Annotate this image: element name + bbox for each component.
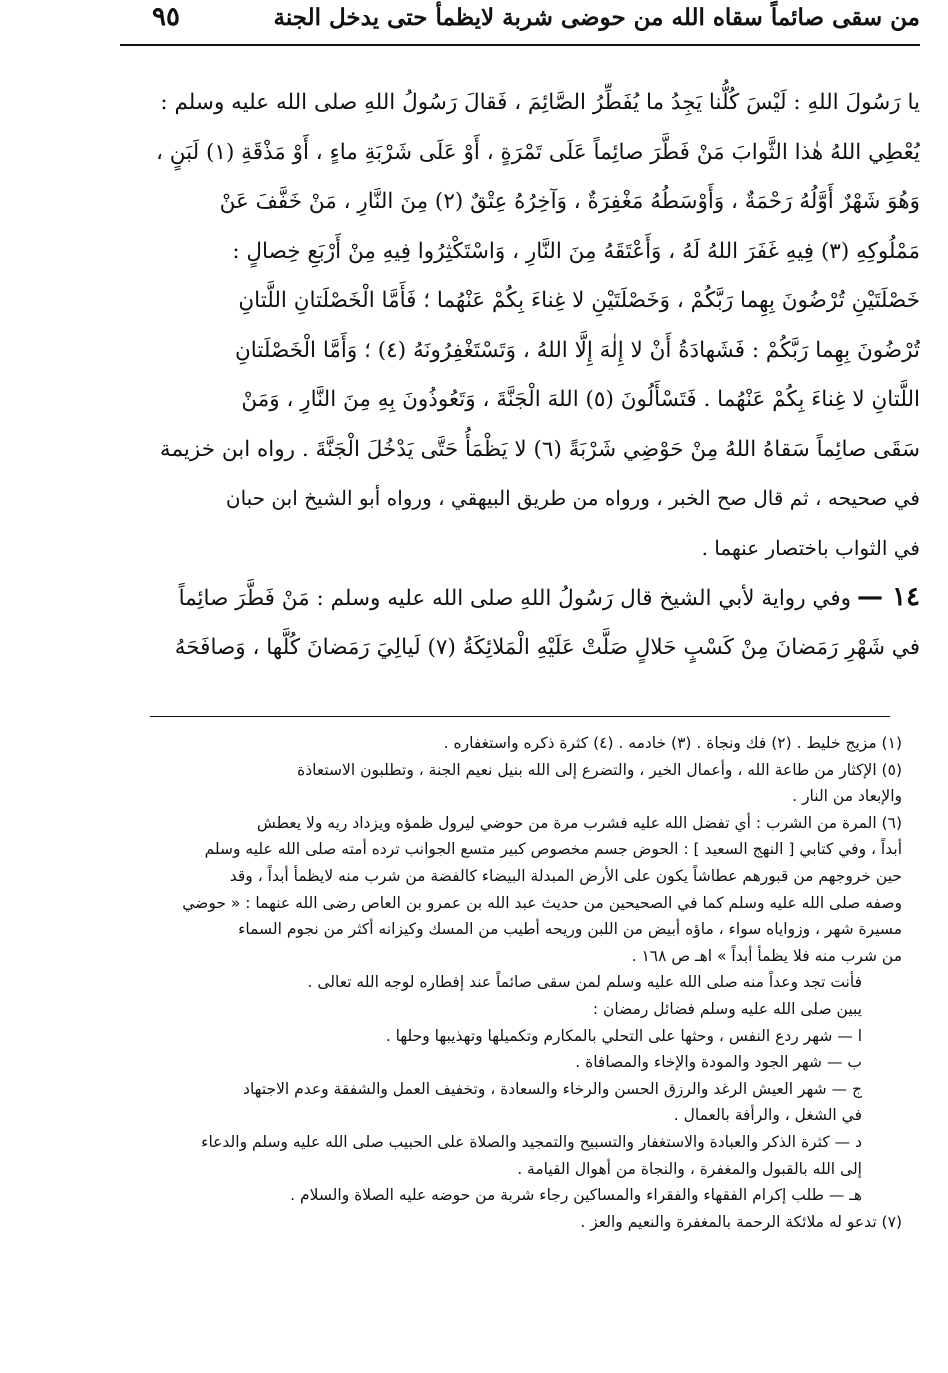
footnote-line: من شرب منه فلا يظمأ أبداً » اهـ ص ١٦٨ . [631,946,902,965]
footnote-line: أبداً ، وفي كتابي [ النهج السعيد ] : الحوض جسم مخصوص كبير متسع الجوانب ترده أمته صلى الله عليه وسلم [204,840,902,859]
footnote-line: (٥) الإكثار من طاعة الله ، وأعمال الخير ، والتضرع إلى الله بنيل نعيم الجنة ، وتطلبون الاستعاذة [297,760,902,779]
footnote-line: ب — شهر الجود والمودة والإخاء والمصافاة . [575,1053,862,1072]
text-line: تُرْضُونَ بِهِما رَبَّكُمْ : فَشَهادَةُ أَنْ لا إِلٰهَ إِلَّا اللهُ ، وَتَسْتَغْفِرُونَهُ (٤) ؛ وَأَمَّا الْخَصْلَتانِ [235,337,920,363]
footnote-divider [150,716,890,717]
hadith-14-line [110,573,920,623]
text-line: في الثواب باختصار عنهما . [701,535,920,560]
footnote-line: هـ — طلب إكرام الفقهاء والفقراء والمساكين رجاء شربة من حوضه عليه الصلاة والسلام . [290,1186,862,1205]
text-line: اللَّتانِ لا غِناءَ بِكُمْ عَنْهُما . فَتَسْأَلُونَ (٥) اللهَ الْجَنَّةَ ، وَتَعُوذُونَ بِهِ مِنَ النَّارِ ، وَمَنْ [241,387,920,412]
footnote-line: (٧) تدعو له ملائكة الرحمة بالمغفرة والنعيم والعز . [580,1212,902,1231]
text-line: في شَهْرِ رَمَضانَ مِنْ كَسْبٍ حَلالٍ صَلَّتْ عَلَيْهِ الْمَلائِكَةُ (٧) لَيالِيَ رَمَضانَ كُلَّها ، وَصافَحَهُ [174,634,920,660]
hadith-text [110,78,920,672]
text-line: سَقَى صائِماً سَقاهُ اللهُ مِنْ حَوْضِي شَرْبَةً (٦) لا يَظْمَأُ حَتَّى يَدْخُلَ الْجَنَّةَ . رواه ابن خزيمة [159,436,920,462]
footnote-line: وصفه صلى الله عليه وسلم كما في الصحيحين من حديث عبد الله بن عمرو بن العاص رضى الله عنهما : « حوضي [182,893,902,912]
footnote-line: يبين صلى الله عليه وسلم فضائل رمضان : [592,999,862,1018]
footnote-line: فأنت تجد وعداً منه صلى الله عليه وسلم لمن سقى صائماً عند إفطاره لوجه الله تعالى . [307,973,862,992]
footnotes [110,730,902,1235]
text-line-content: وفي رواية لأبي الشيخ قال رَسُولُ اللهِ صلى الله عليه وسلم : مَنْ فَطَّرَ صائِماً [178,586,851,611]
footnote-line: والإبعاد من النار . [792,787,902,806]
footnote-line: في الشغل ، والرأفة بالعمال . [673,1106,862,1125]
footnote-line: مسيرة شهر ، وزواياه سواء ، ماؤه أبيض من اللبن وريحه أطيب من المسك وكيزانه أكثر من نجوم السماء [238,920,902,939]
text-line: يا رَسُولَ اللهِ : لَيْسَ كُلُّنا يَجِدُ ما يُفَطِّرُ الصَّائِمَ ، فَقالَ رَسُولُ اللهِ صلى الله عليه وسلم : [160,90,920,115]
footnote-line: إلى الله بالقبول والمغفرة ، والنجاة من أهوال القيامة . [517,1159,862,1178]
footnote-line: (٦) المرة من الشرب : أي تفضل الله عليه فشرب مرة من حوضي ليرول ظمؤه ويزداد ريه ولا يعطش [256,813,902,832]
page-number: ٩٥ [152,2,180,32]
text-line: مَمْلُوكِهِ (٣) فِيهِ غَفَرَ اللهُ لَهُ ، وَأَعْتَقَهُ مِنَ النَّارِ ، وَاسْتَكْثِرُوا فِيهِ مِنْ أَرْبَعِ خِصالٍ : [232,238,920,264]
text-line: يُعْطِي اللهُ هٰذا الثَّوابَ مَنْ فَطَّرَ صائِماً عَلَى تَمْرَةٍ ، أَوْ عَلَى شَرْبَةِ ماءٍ ، أَوْ مَذْقَةِ (١) لَبَنٍ ، [155,139,920,165]
text-line: وَهُوَ شَهْرٌ أَوَّلُهُ رَحْمَةٌ ، وَأَوْسَطُهُ مَغْفِرَةٌ ، وَآخِرُهُ عِتْقٌ (٢) مِنَ النَّارِ ، مَنْ خَفَّفَ عَنْ [219,189,920,214]
footnote-line: ج — شهر العيش الرغد والرزق الحسن والرخاء والسعادة ، وتخفيف العمل والشفقة وعدم الاجتهاد [243,1079,862,1098]
text-line: خَصْلَتَيْنِ تُرْضُونَ بِهِما رَبَّكُمْ ، وَخَصْلَتَيْنِ لا غِناءَ بِكُمْ عَنْهُما ؛ فَأَمَّا الْخَصْلَتانِ اللَّتانِ [238,288,920,313]
footnote-line: د — كثرة الذكر والعبادة والاستغفار والتسبيح والتمجيد والصلاة على الحبيب صلى الله عليه وسلم والدعاء [201,1132,862,1151]
running-title: من سقى صائماً سقاه الله من حوضى شربة لايظمأ حتى يدخل الجنة [273,4,920,31]
hadith-number: ١٤ — [857,582,920,612]
text-line: في صحيحه ، ثم قال صح الخبر ، ورواه من طريق البيهقي ، ورواه أبو الشيخ ابن حبان [225,486,920,510]
footnote-line: ا — شهر ردع النفس ، وحثها على التحلي بالمكارم وتكميلها وتهذيبها وحلها . [385,1026,862,1045]
footnote-line: حين خروجهم من قبورهم عطاشاً يكون على الأرض المبدلة البيضاء كالفضة من شرب منه لايظمأ أبداً ، وقد [229,866,902,885]
footnote-line: (١) مزيج خليط . (٢) فك ونجاة . (٣) خادمه . (٤) كثرة ذكره واستغفاره . [443,734,902,752]
page-header [120,0,920,46]
